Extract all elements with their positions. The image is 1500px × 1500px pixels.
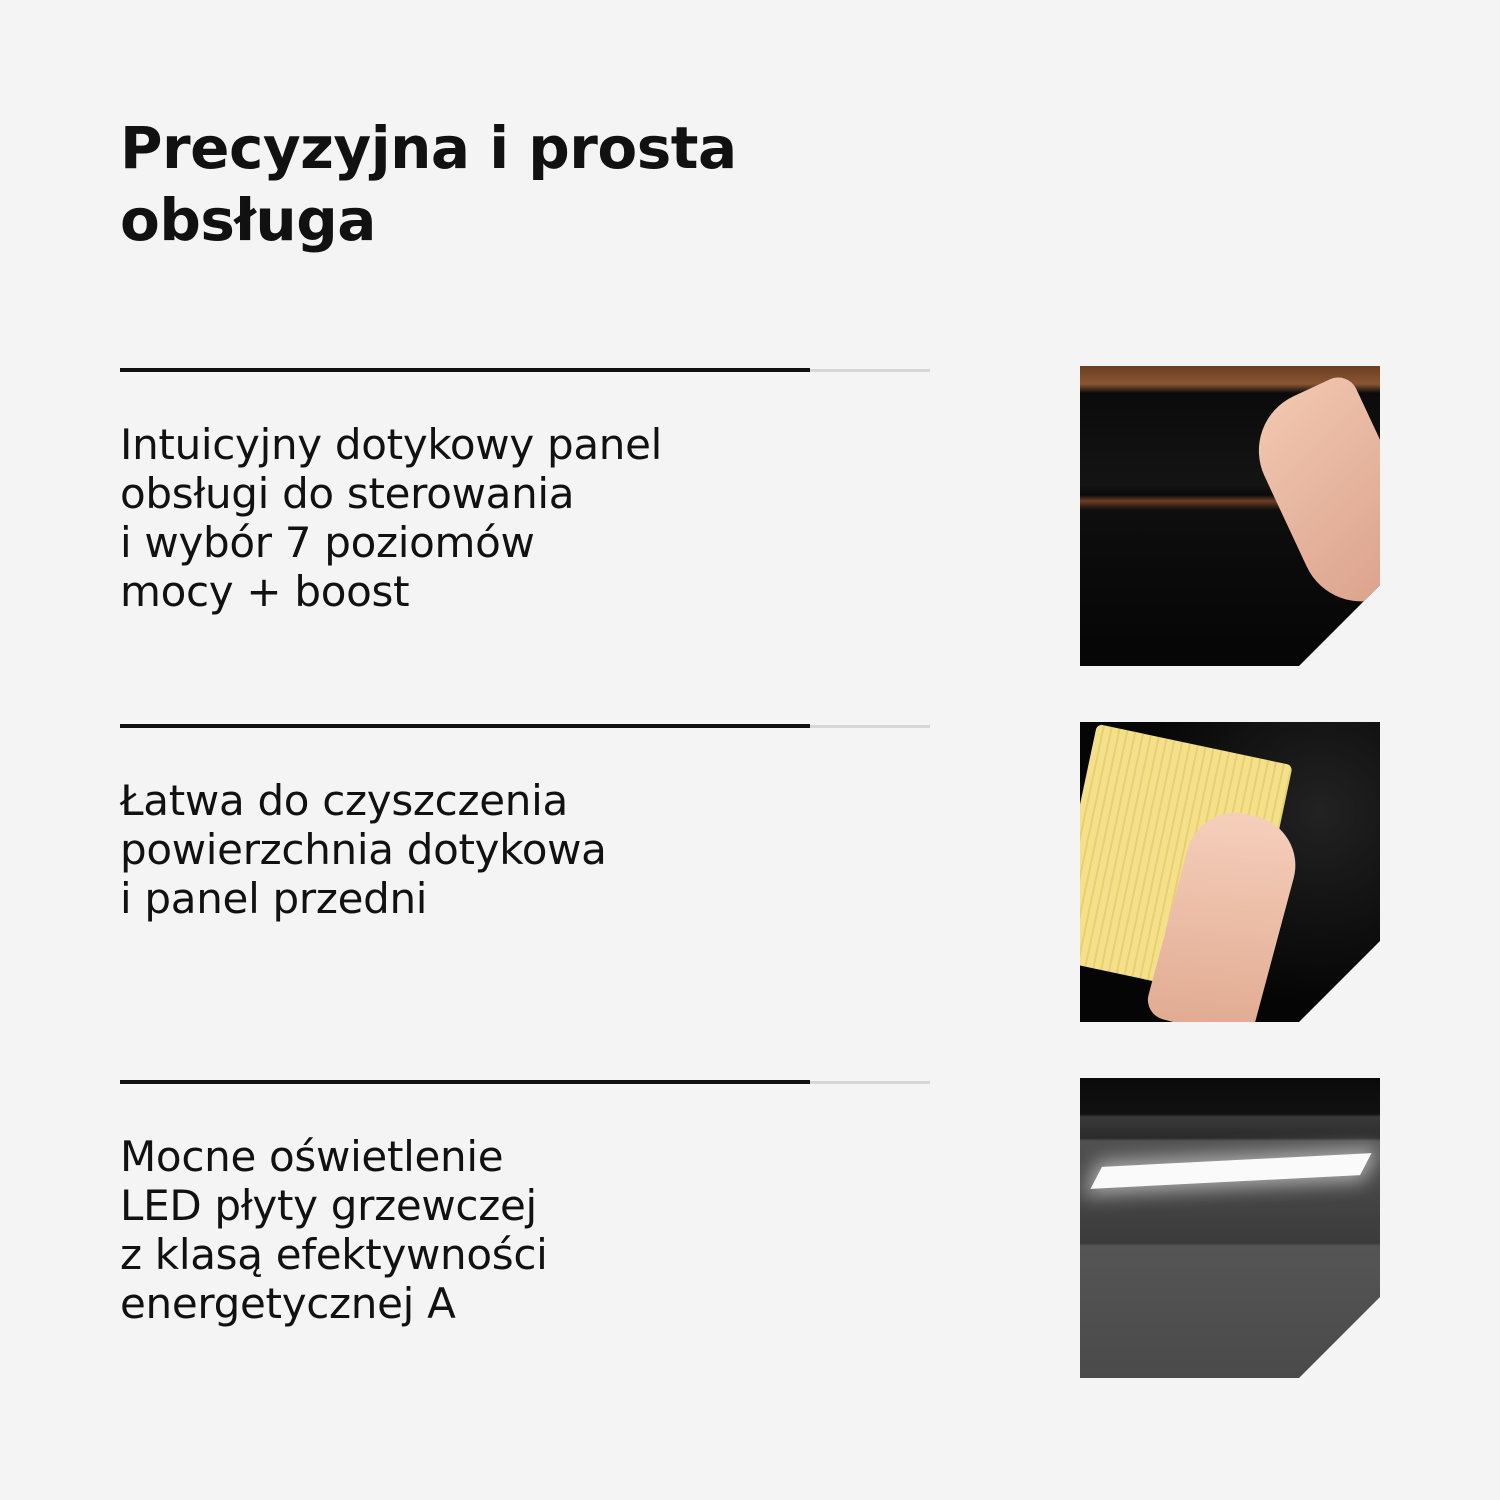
finger-image (1239, 371, 1380, 621)
divider-light (810, 369, 930, 372)
feature-cleaning (120, 724, 1380, 1024)
feature-text (120, 1132, 740, 1328)
led-strip-image (1090, 1153, 1371, 1189)
feature-line: obsługi do sterowania (120, 469, 575, 518)
feature-line: Intuicyjny dotykowy panel (120, 420, 662, 469)
page-title (120, 112, 820, 256)
feature-text (120, 420, 740, 616)
divider (120, 724, 810, 728)
divider-light (810, 1081, 930, 1084)
divider (120, 1080, 810, 1084)
touch-panel-photo (1080, 366, 1380, 666)
feature-led-light (120, 1080, 1380, 1380)
feature-touch-panel (120, 368, 1380, 668)
feature-line: Mocne oświetlenie (120, 1132, 504, 1181)
feature-line: energetycznej A (120, 1279, 456, 1328)
divider (120, 368, 810, 372)
led-light-photo (1080, 1078, 1380, 1378)
feature-line: LED płyty grzewczej (120, 1181, 537, 1230)
feature-line: powierzchnia dotykowa (120, 825, 607, 874)
cleaning-photo (1080, 722, 1380, 1022)
feature-line: mocy + boost (120, 567, 410, 616)
feature-line: z klasą efektywności (120, 1230, 548, 1279)
feature-line: i wybór 7 poziomów (120, 518, 535, 567)
divider-light (810, 725, 930, 728)
feature-line: i panel przedni (120, 874, 428, 923)
title-line: Precyzyjna i prosta (120, 114, 737, 182)
feature-text (120, 776, 740, 923)
feature-line: Łatwa do czyszczenia (120, 776, 568, 825)
title-line: obsługa (120, 186, 376, 254)
